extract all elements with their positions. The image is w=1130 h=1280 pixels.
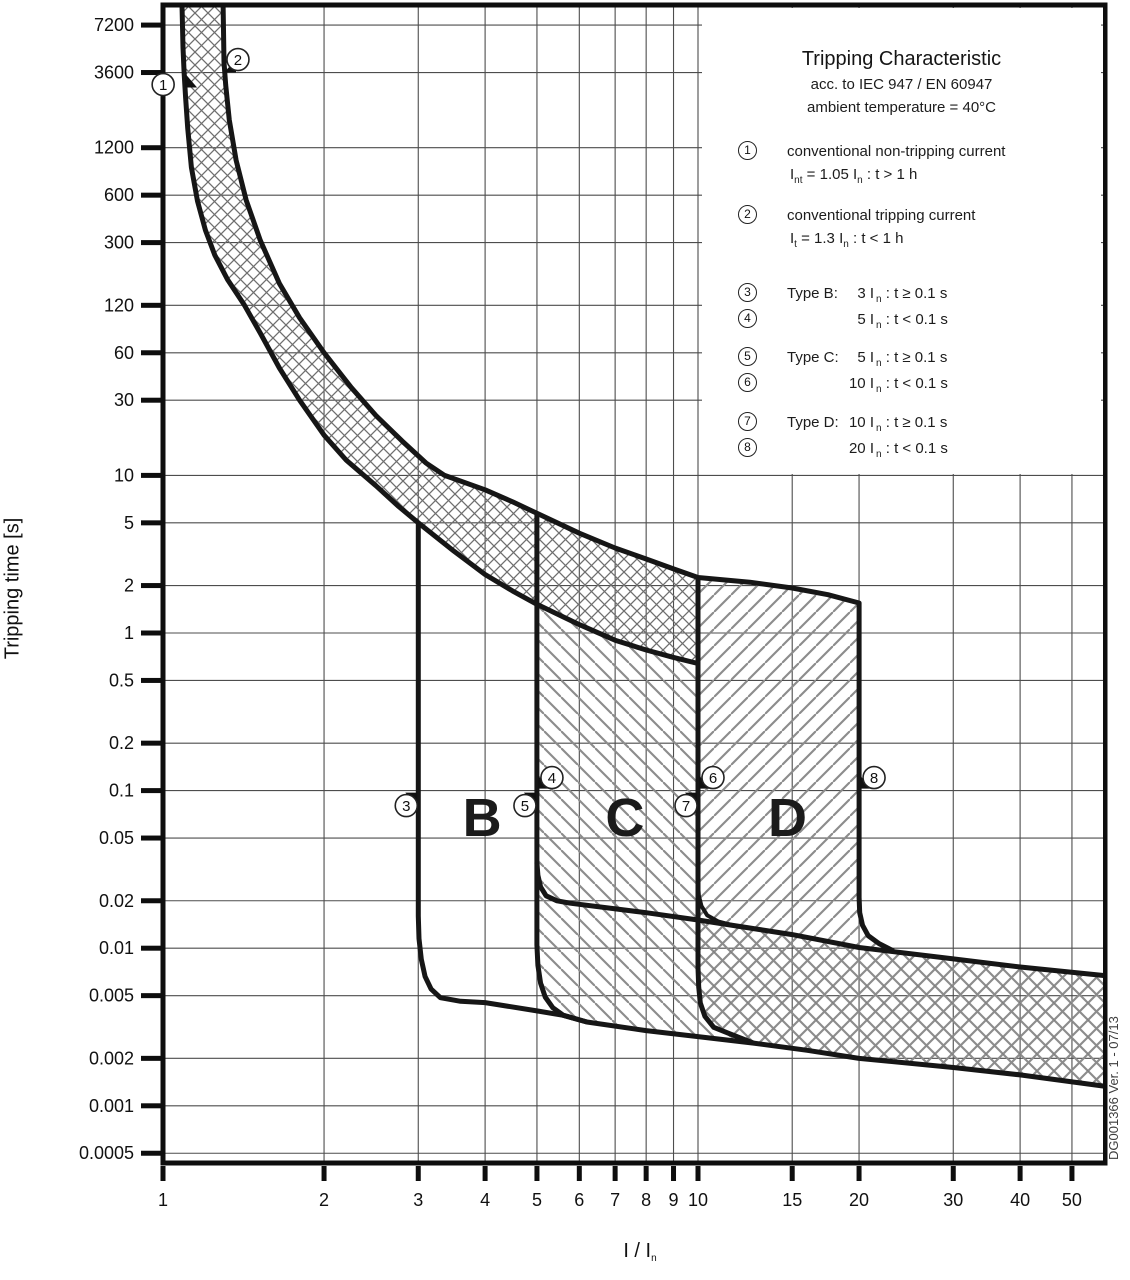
x-tick-label: 7: [610, 1190, 621, 1210]
y-tick-label: 1200: [93, 137, 134, 158]
legend-marker-8-icon: 8: [738, 438, 757, 457]
x-tick-label: 5: [531, 1190, 542, 1210]
region-label-C: C: [605, 788, 645, 849]
x-tick-label: 1: [157, 1190, 169, 1210]
y-tick: [141, 836, 165, 841]
x-tick: [951, 1166, 956, 1181]
x-tick: [534, 1166, 539, 1181]
y-tick-label: 0.1: [108, 780, 134, 801]
x-tick: [671, 1166, 676, 1181]
y-tick: [141, 193, 165, 198]
x-tick-label: 3: [413, 1190, 424, 1210]
x-tick: [483, 1166, 488, 1181]
legend-marker-7-icon: 7: [738, 412, 757, 431]
x-tick: [790, 1166, 795, 1181]
x-tick: [1018, 1166, 1023, 1181]
y-tick-label: 120: [103, 295, 134, 316]
document-reference-note: DG001366 Ver. 1 - 07/13: [1106, 1016, 1121, 1160]
marker-2-number: 2: [233, 52, 243, 70]
legend-type-b-line1: [846, 285, 947, 305]
y-tick: [141, 473, 165, 478]
region-label-D: D: [768, 788, 808, 849]
legend-title: Tripping Characteristic: [801, 48, 1002, 70]
x-tick-label: 9: [668, 1190, 679, 1210]
y-tick-label: 2: [123, 575, 134, 596]
marker-8-number: 8: [869, 770, 879, 788]
subscript: n: [876, 358, 882, 369]
text-segment: = 1.3 I: [796, 230, 844, 247]
text-segment: 10 I: [848, 375, 874, 392]
y-tick-label: 0.005: [88, 985, 134, 1006]
y-tick: [141, 23, 165, 28]
x-tick: [1069, 1166, 1074, 1181]
legend-item-2-formula: [790, 230, 903, 250]
x-tick: [577, 1166, 582, 1181]
text-segment: : t ≥ 0.1 s: [881, 285, 948, 302]
x-tick-label: 15: [782, 1190, 803, 1210]
subscript: n: [876, 294, 882, 305]
y-tick-label: 1: [123, 623, 134, 643]
text-segment: 20 I: [848, 440, 874, 457]
y-tick-label: 0.05: [98, 828, 134, 849]
subscript: t: [794, 239, 797, 250]
y-tick: [141, 898, 165, 903]
y-tick-label: 0.5: [108, 670, 134, 691]
y-tick-label: 0.0005: [78, 1143, 134, 1164]
top-spine: [161, 3, 1108, 8]
y-tick-label: 3600: [93, 62, 134, 83]
x-axis-title: [560, 1240, 720, 1264]
x-tick: [161, 1166, 166, 1181]
legend-type-c-line1: [846, 349, 947, 369]
x-tick: [644, 1166, 649, 1181]
y-tick-label: 7200: [93, 15, 134, 36]
subscript: n: [651, 1253, 657, 1264]
text-segment: : t > 1 h: [862, 166, 918, 183]
y-tick-label: 5: [123, 512, 134, 533]
legend-panel: [702, 8, 1101, 474]
x-tick-label: 2: [319, 1190, 330, 1210]
text-segment: 5 I: [857, 311, 874, 328]
y-tick-label: 0.01: [98, 938, 134, 959]
x-tick-label: 4: [480, 1190, 491, 1210]
x-tick-label: 20: [849, 1190, 870, 1210]
text-segment: : t < 0.1 s: [881, 440, 948, 457]
text-segment: 3 I: [857, 285, 874, 302]
region-D-band-fwdslash: [698, 578, 1105, 1087]
y-tick: [141, 1056, 165, 1061]
legend-type-b-label: Type B:: [787, 285, 838, 302]
text-segment: : t ≥ 0.1 s: [881, 414, 948, 431]
y-tick-label: 0.001: [88, 1095, 134, 1116]
legend-marker-2-icon: 2: [738, 205, 757, 224]
y-tick: [141, 993, 165, 998]
subscript: nt: [794, 175, 803, 186]
y-tick-label: 60: [113, 342, 134, 363]
y-tick: [141, 520, 165, 525]
y-tick: [141, 741, 165, 746]
y-tick: [141, 678, 165, 683]
y-tick-label: 600: [103, 185, 134, 206]
y-axis-title: Tripping time [s]: [1, 517, 24, 660]
x-tick-label: 40: [1010, 1190, 1031, 1210]
x-tick-label: 8: [641, 1190, 652, 1210]
x-tick: [613, 1166, 618, 1181]
legend-type-b-line2: [846, 311, 948, 331]
subscript: n: [876, 449, 882, 460]
marker-7-number: 7: [681, 798, 691, 816]
region-label-B: B: [462, 788, 502, 849]
text-segment: 10 I: [848, 414, 874, 431]
x-tick: [696, 1166, 701, 1181]
legend-type-d-line2: [846, 440, 948, 460]
text-segment: : t < 1 h: [848, 230, 904, 247]
text-segment: 5 I: [857, 349, 874, 366]
marker-3-number: 3: [402, 798, 411, 816]
marker-4-number: 4: [547, 770, 557, 788]
y-tick: [141, 946, 165, 951]
marker-6-number: 6: [708, 770, 718, 788]
text-segment: : t ≥ 0.1 s: [881, 349, 948, 366]
y-tick-label: 0.02: [98, 890, 134, 911]
y-tick: [141, 350, 165, 355]
y-tick-label: 0.2: [108, 733, 134, 754]
legend-subtitle-temperature: ambient temperature = 40°C: [806, 99, 997, 116]
legend-type-c-line2: [846, 375, 948, 395]
legend-subtitle-standard: acc. to IEC 947 / EN 60947: [810, 76, 993, 93]
y-tick-label: 10: [113, 465, 134, 486]
text-segment: I: [790, 166, 795, 183]
subscript: n: [857, 175, 863, 186]
subscript: n: [876, 320, 882, 331]
legend-type-c-label: Type C:: [787, 349, 839, 366]
legend-marker-4-icon: 4: [738, 309, 757, 328]
x-tick: [857, 1166, 862, 1181]
legend-item-2-text: conventional tripping current: [787, 207, 976, 224]
legend-item-1-text: conventional non-tripping current: [787, 143, 1006, 160]
bottom-spine: [161, 1161, 1108, 1166]
legend-marker-3-icon: 3: [738, 283, 757, 302]
y-tick: [141, 1103, 165, 1108]
y-tick: [141, 398, 165, 403]
legend-type-d-line1: [846, 414, 947, 434]
y-tick: [141, 1151, 165, 1156]
y-tick-label: 300: [103, 232, 134, 253]
y-tick-label: 0.002: [88, 1048, 134, 1069]
legend-marker-1-icon: 1: [738, 141, 757, 160]
y-tick: [141, 583, 165, 588]
y-tick: [141, 303, 165, 308]
text-segment: = 1.05 I: [802, 166, 858, 183]
text-segment: : t < 0.1 s: [881, 375, 948, 392]
text-segment: : t < 0.1 s: [881, 311, 948, 328]
y-tick: [141, 631, 165, 636]
x-tick-label: 10: [687, 1190, 709, 1210]
x-tick-label: 50: [1061, 1190, 1082, 1210]
y-tick: [141, 788, 165, 793]
subscript: n: [876, 384, 882, 395]
y-tick: [141, 145, 165, 150]
legend-item-1-formula: [790, 166, 917, 186]
marker-5-number: 5: [520, 798, 530, 816]
subscript: n: [876, 423, 882, 434]
text-segment: I / I: [623, 1240, 652, 1262]
x-tick: [416, 1166, 421, 1181]
subscript: n: [843, 239, 849, 250]
x-tick-label: 30: [943, 1190, 964, 1210]
text-segment: I: [790, 230, 795, 247]
x-tick-label: 6: [574, 1190, 585, 1210]
legend-type-d-label: Type D:: [787, 414, 839, 431]
x-tick: [322, 1166, 327, 1181]
legend-marker-6-icon: 6: [738, 373, 757, 392]
y-tick-label: 30: [113, 390, 134, 411]
legend-marker-5-icon: 5: [738, 347, 757, 366]
marker-1-number: 1: [158, 77, 168, 95]
y-tick: [141, 240, 165, 245]
